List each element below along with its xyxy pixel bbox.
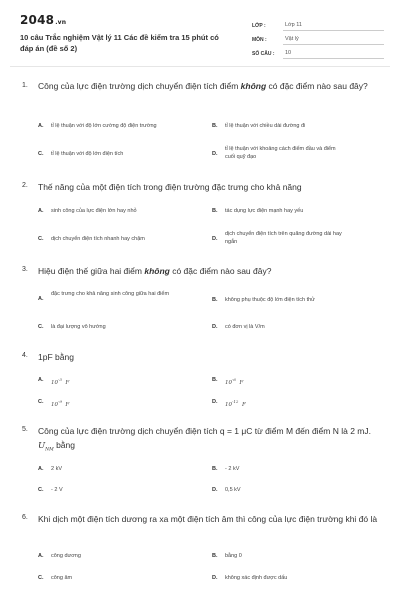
option-letter: C. <box>38 399 44 405</box>
option-text: là đại lượng vô hướng <box>51 324 106 330</box>
option-text: - 2 V <box>51 487 63 493</box>
option-text: có đơn vị là V/m <box>225 324 265 330</box>
option-math: $10^{-9}$ F <box>51 399 70 408</box>
question-text: Khi dịch một điện tích dương ra xa một điện tích âm thì công của lực điện trường khi đó là <box>38 514 378 524</box>
option-letter: C. <box>38 324 44 330</box>
option-letter: A. <box>38 377 44 383</box>
question-number: 1. <box>22 82 28 89</box>
option-text: không phụ thuộc độ lớn điện tích thử <box>225 297 315 303</box>
option-text: đặc trưng cho khả năng sinh công giữa hai điểm <box>51 291 170 297</box>
option-letter: A. <box>38 466 44 472</box>
option-text: tỉ lệ thuận với chiều dài đường đi <box>225 123 306 129</box>
option-text: dịch chuyển điện tích nhanh hay chậm <box>51 236 145 242</box>
option-text: 2 kV <box>51 466 63 472</box>
option-text: không xác định được dấu <box>225 575 288 581</box>
option-letter: C. <box>38 236 44 242</box>
option-letter: D. <box>212 575 218 581</box>
option-math: $10^{-3}$ F <box>51 377 70 386</box>
option-letter: A. <box>38 553 44 559</box>
option-a[interactable] <box>38 290 210 308</box>
option-letter: B. <box>212 297 218 303</box>
option-letter: A. <box>38 123 44 129</box>
option-letter: D. <box>212 487 218 493</box>
option-text: tỉ lệ thuận với độ lớn điện tích <box>51 151 124 157</box>
meta-row-class <box>252 17 384 31</box>
option-letter: B. <box>212 553 218 559</box>
option-letter: A. <box>38 208 44 214</box>
option-letter: B. <box>212 208 218 214</box>
question-text: Công của lực điện trường dịch chuyển điện tích điểm không có đặc điểm nào sau đây? <box>38 81 368 91</box>
option-letter: B. <box>212 466 218 472</box>
option-text: tỉ lệ thuận với khoảng cách điểm đầu và điểm cuối quỹ đạo <box>225 146 336 160</box>
question-number: 6. <box>22 514 28 521</box>
meta-value: 10 <box>283 50 384 59</box>
header-divider <box>10 66 390 67</box>
meta-label: MÔN : <box>252 37 267 43</box>
page-header <box>0 0 400 66</box>
voltage-symbol: $U_{NM}$ <box>38 441 54 453</box>
option-text: công âm <box>51 575 73 581</box>
meta-label: LỚP : <box>252 23 266 29</box>
meta-value: Vật lý <box>283 36 384 45</box>
option-letter: B. <box>212 123 218 129</box>
option-text: tỉ lệ thuận với độ lớn cường độ điện trường <box>51 123 157 129</box>
option-text: dịch chuyển điện tích trên quãng đường dài hay ngắn <box>225 231 342 245</box>
option-math: $10^{-6}$ F <box>225 377 244 386</box>
question-number: 4. <box>22 352 28 359</box>
option-text: tác dụng lực điện mạnh hay yếu <box>225 208 304 214</box>
question-number: 2. <box>22 182 28 189</box>
option-letter: D. <box>212 324 218 330</box>
document-title: 10 câu Trắc nghiệm Vật lý 11 Các đề kiểm tra 15 phút có đáp án (đề số 2) <box>20 33 219 53</box>
question-number: 3. <box>22 266 28 273</box>
question-text: 1pF bằng <box>38 352 74 362</box>
site-logo[interactable]: 2048.vn <box>20 13 67 27</box>
document-meta <box>252 17 384 59</box>
option-letter: C. <box>38 151 44 157</box>
option-letter: B. <box>212 377 218 383</box>
option-letter: A. <box>38 296 44 302</box>
option-letter: D. <box>212 236 218 242</box>
option-text: bằng 0 <box>225 553 242 559</box>
option-d[interactable] <box>212 230 382 248</box>
option-letter: C. <box>38 487 44 493</box>
option-letter: D. <box>212 399 218 405</box>
option-text: 0,5 kV <box>225 487 241 493</box>
meta-row-subject <box>252 31 384 45</box>
question-text: Công của lực điện trường dịch chuyển điện tích q = 1 μC từ điểm M đến điểm N là 2 mJ. $U_{NM}$ bằng <box>38 426 371 453</box>
option-letter: C. <box>38 575 44 581</box>
option-text: công dương <box>51 553 81 559</box>
meta-row-count <box>252 45 384 59</box>
option-letter: D. <box>212 151 218 157</box>
meta-value: Lớp 11 <box>283 22 384 31</box>
meta-label: SỐ CÂU : <box>252 51 275 57</box>
option-text: sinh công của lực điện lớn hay nhỏ <box>51 208 137 214</box>
question-text: Hiệu điện thế giữa hai điểm không có đặc điểm nào sau đây? <box>38 266 272 276</box>
option-d[interactable] <box>212 145 382 163</box>
option-math: $10^{-12}$ F <box>225 399 246 408</box>
option-text: - 2 kV <box>225 466 240 472</box>
question-number: 5. <box>22 426 28 433</box>
question-text: Thế năng của một điện tích trong điện trường đặc trưng cho khả năng <box>38 182 302 192</box>
